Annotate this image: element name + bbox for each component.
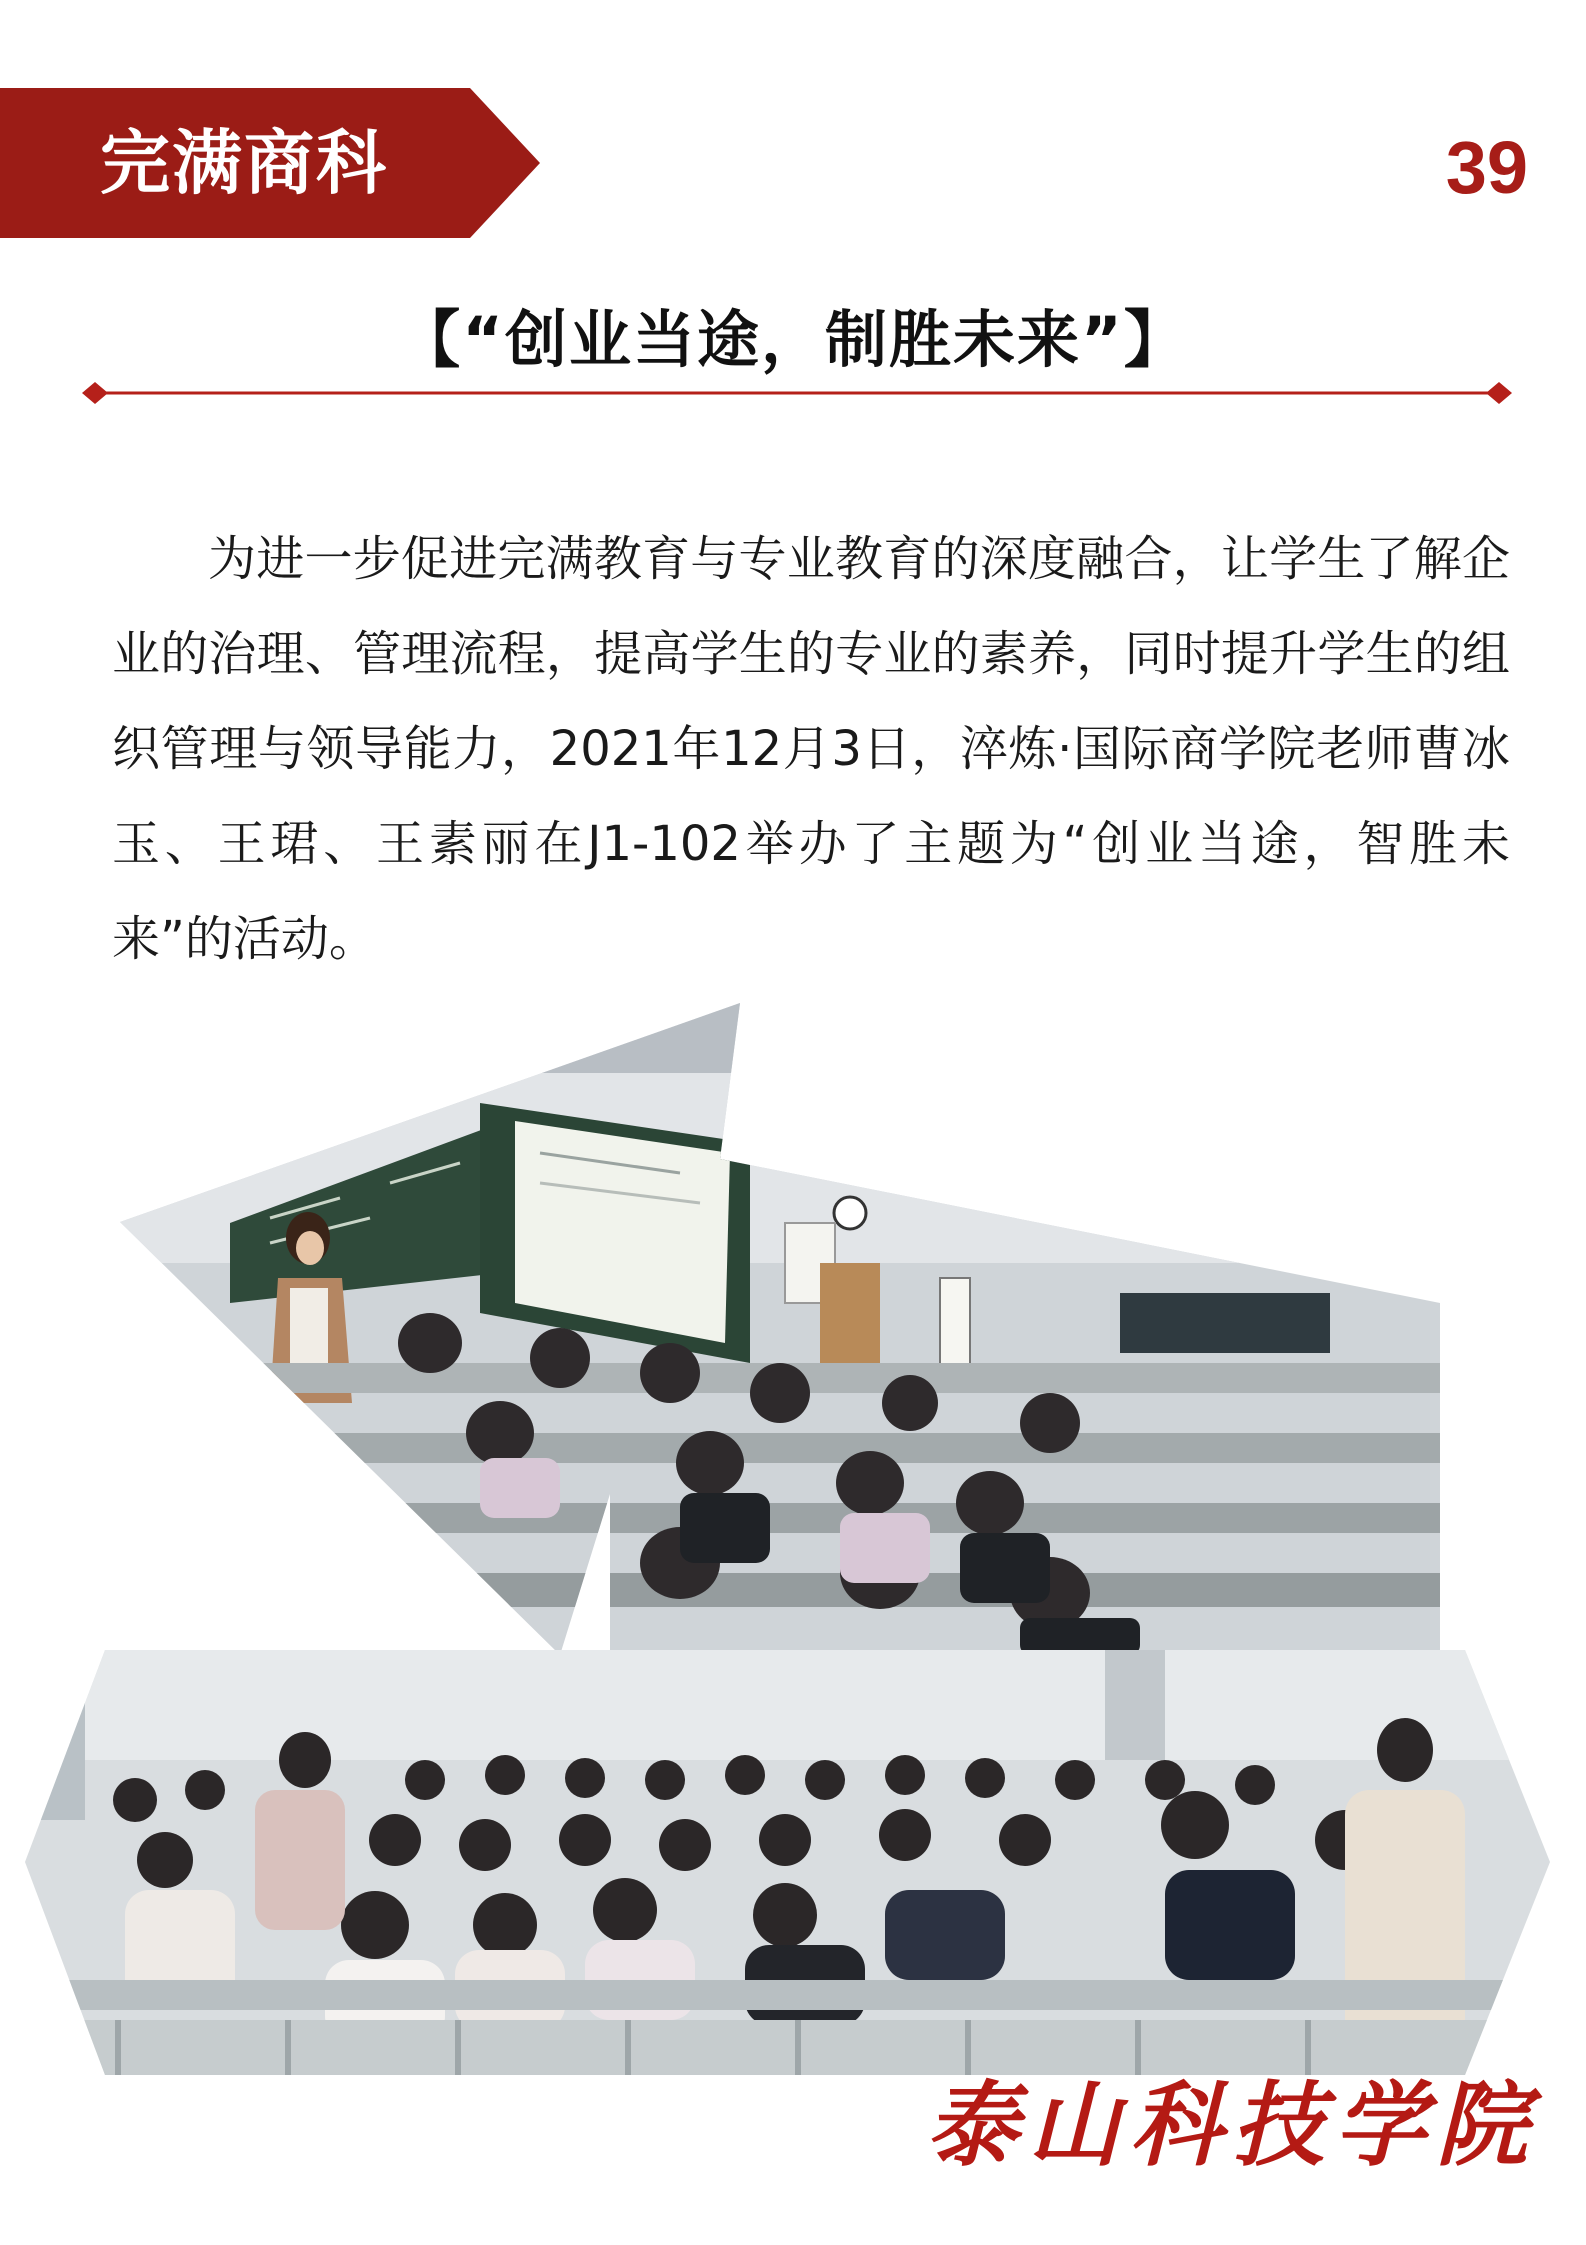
standing-teacher — [255, 1790, 345, 1930]
page-number: 39 — [1445, 126, 1528, 209]
section-label: 完满商科 — [100, 121, 388, 204]
article-body: 为进一步促进完满教育与专业教育的深度融合，让学生了解企业的治理、管理流程，提高学生的专业的素养，同时提升学生的组织管理与领导能力，2021年12月3日，淬炼·国际商学院老师曹冰玉、王珺、王素丽在J1-102举办了主题为“创业当途，智胜未来”的活动。 — [112, 531, 1510, 967]
standing-teacher-right — [1345, 1790, 1465, 2050]
classroom-photo-top — [120, 1003, 1440, 1655]
classroom-photo-bottom — [25, 1650, 1550, 2075]
title-divider — [82, 378, 1512, 408]
article-title: 【“创业当途，制胜未来”】 — [398, 303, 1188, 376]
school-name: 泰山科技学院 — [925, 2071, 1538, 2179]
wall-clock — [834, 1197, 866, 1229]
